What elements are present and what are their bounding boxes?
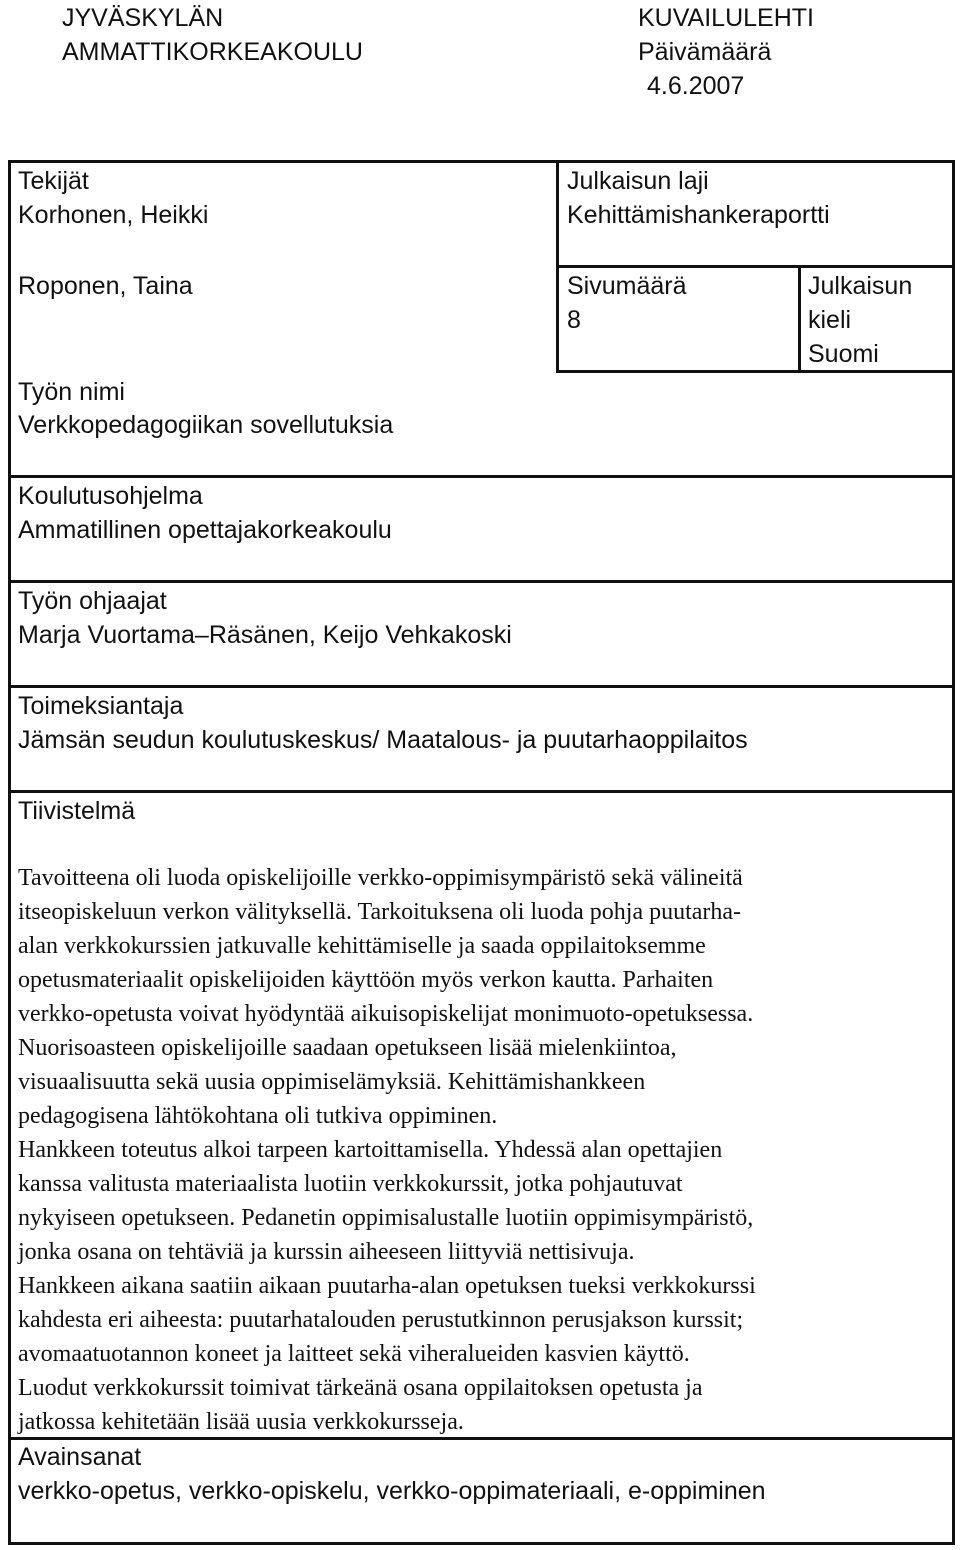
abstract-line: itseopiskeluun verkon välityksellä. Tarkoituksena oli luoda pohja puutarha- <box>18 899 742 925</box>
work-title-value: Verkkopedagogiikan sovellutuksia <box>18 411 394 439</box>
page-count-value: 8 <box>567 306 581 334</box>
date-label: Päivämäärä <box>638 38 772 66</box>
abstract-line: Nuorisoasteen opiskelijoille saadaan opetukseen lisää mielenkiintoa, <box>18 1035 677 1061</box>
publication-type-value: Kehittämishankeraportti <box>567 201 830 229</box>
abstract-line: verkko-opetusta voivat hyödyntää aikuisopiskelijat monimuoto-opetuksessa. <box>18 1001 754 1027</box>
abstract-line: opetusmateriaalit opiskelijoiden käyttöön myös verkon kautta. Parhaiten <box>18 967 714 993</box>
author-name: Korhonen, Heikki <box>18 201 209 229</box>
abstract-line: kanssa valitusta materiaalista luotiin verkkokurssit, jotka pohjautuvat <box>18 1171 683 1197</box>
abstract-line: jonka osana on tehtäviä ja kurssin aiheeseen liittyviä nettisivuja. <box>18 1239 635 1265</box>
abstract-line: Tavoitteena oli luoda opiskelijoille verkko-oppimisympäristö sekä välineitä <box>18 865 743 891</box>
abstract-line: kahdesta eri aiheesta: puutarhatalouden perustutkinnon perusjakson kurssit; <box>18 1307 744 1333</box>
abstract-label: Tiivistelmä <box>18 797 136 825</box>
abstract-line: Hankkeen toteutus alkoi tarpeen kartoittamisella. Yhdessä alan opettajien <box>18 1137 723 1163</box>
school-name-line2: AMMATTIKORKEAKOULU <box>62 38 363 66</box>
page-count-label: Sivumäärä <box>567 272 687 300</box>
commissioner-value: Jämsän seudun koulutuskeskus/ Maatalous- ja puutarhaoppilaitos <box>18 726 748 754</box>
abstract-line: nykyiseen opetukseen. Pedanetin oppimisalustalle luotiin oppimisympäristö, <box>18 1205 754 1231</box>
document-type: KUVAILULEHTI <box>638 4 814 32</box>
school-name-line1: JYVÄSKYLÄN <box>62 4 224 32</box>
abstract-line: Luodut verkkokurssit toimivat tärkeänä osana oppilaitoksen opetusta ja <box>18 1375 703 1401</box>
abstract-line: visuaalisuutta sekä uusia oppimiselämyksiä. Kehittämishankkeen <box>18 1069 646 1095</box>
supervisors-value: Marja Vuortama–Räsänen, Keijo Vehkakoski <box>18 621 512 649</box>
keywords-value: verkko-opetus, verkko-opiskelu, verkko-oppimateriaali, e-oppiminen <box>18 1477 766 1505</box>
publication-type-label: Julkaisun laji <box>567 167 709 195</box>
language-label-line2: kieli <box>808 306 852 334</box>
authors-label: Tekijät <box>18 167 89 195</box>
abstract-line: avomaatuotannon koneet ja laitteet sekä viheralueiden kasvien käyttö. <box>18 1341 690 1367</box>
work-title-label: Työn nimi <box>18 378 125 406</box>
program-value: Ammatillinen opettajakorkeakoulu <box>18 516 392 544</box>
language-label-line1: Julkaisun <box>808 272 913 300</box>
date-value: 4.6.2007 <box>647 72 745 100</box>
supervisors-label: Työn ohjaajat <box>18 587 167 615</box>
author-name: Roponen, Taina <box>18 272 193 300</box>
program-label: Koulutusohjelma <box>18 482 203 510</box>
abstract-line: Hankkeen aikana saatiin aikaan puutarha-alan opetuksen tueksi verkkokurssi <box>18 1273 756 1299</box>
keywords-label: Avainsanat <box>18 1443 142 1471</box>
abstract-line: alan verkkokurssien jatkuvalle kehittämiselle ja saada oppilaitoksemme <box>18 933 706 959</box>
language-value: Suomi <box>808 340 879 368</box>
commissioner-label: Toimeksiantaja <box>18 692 184 720</box>
abstract-line: pedagogisena lähtökohtana oli tutkiva oppiminen. <box>18 1103 498 1129</box>
abstract-line: jatkossa kehitetään lisää uusia verkkokursseja. <box>18 1409 464 1435</box>
